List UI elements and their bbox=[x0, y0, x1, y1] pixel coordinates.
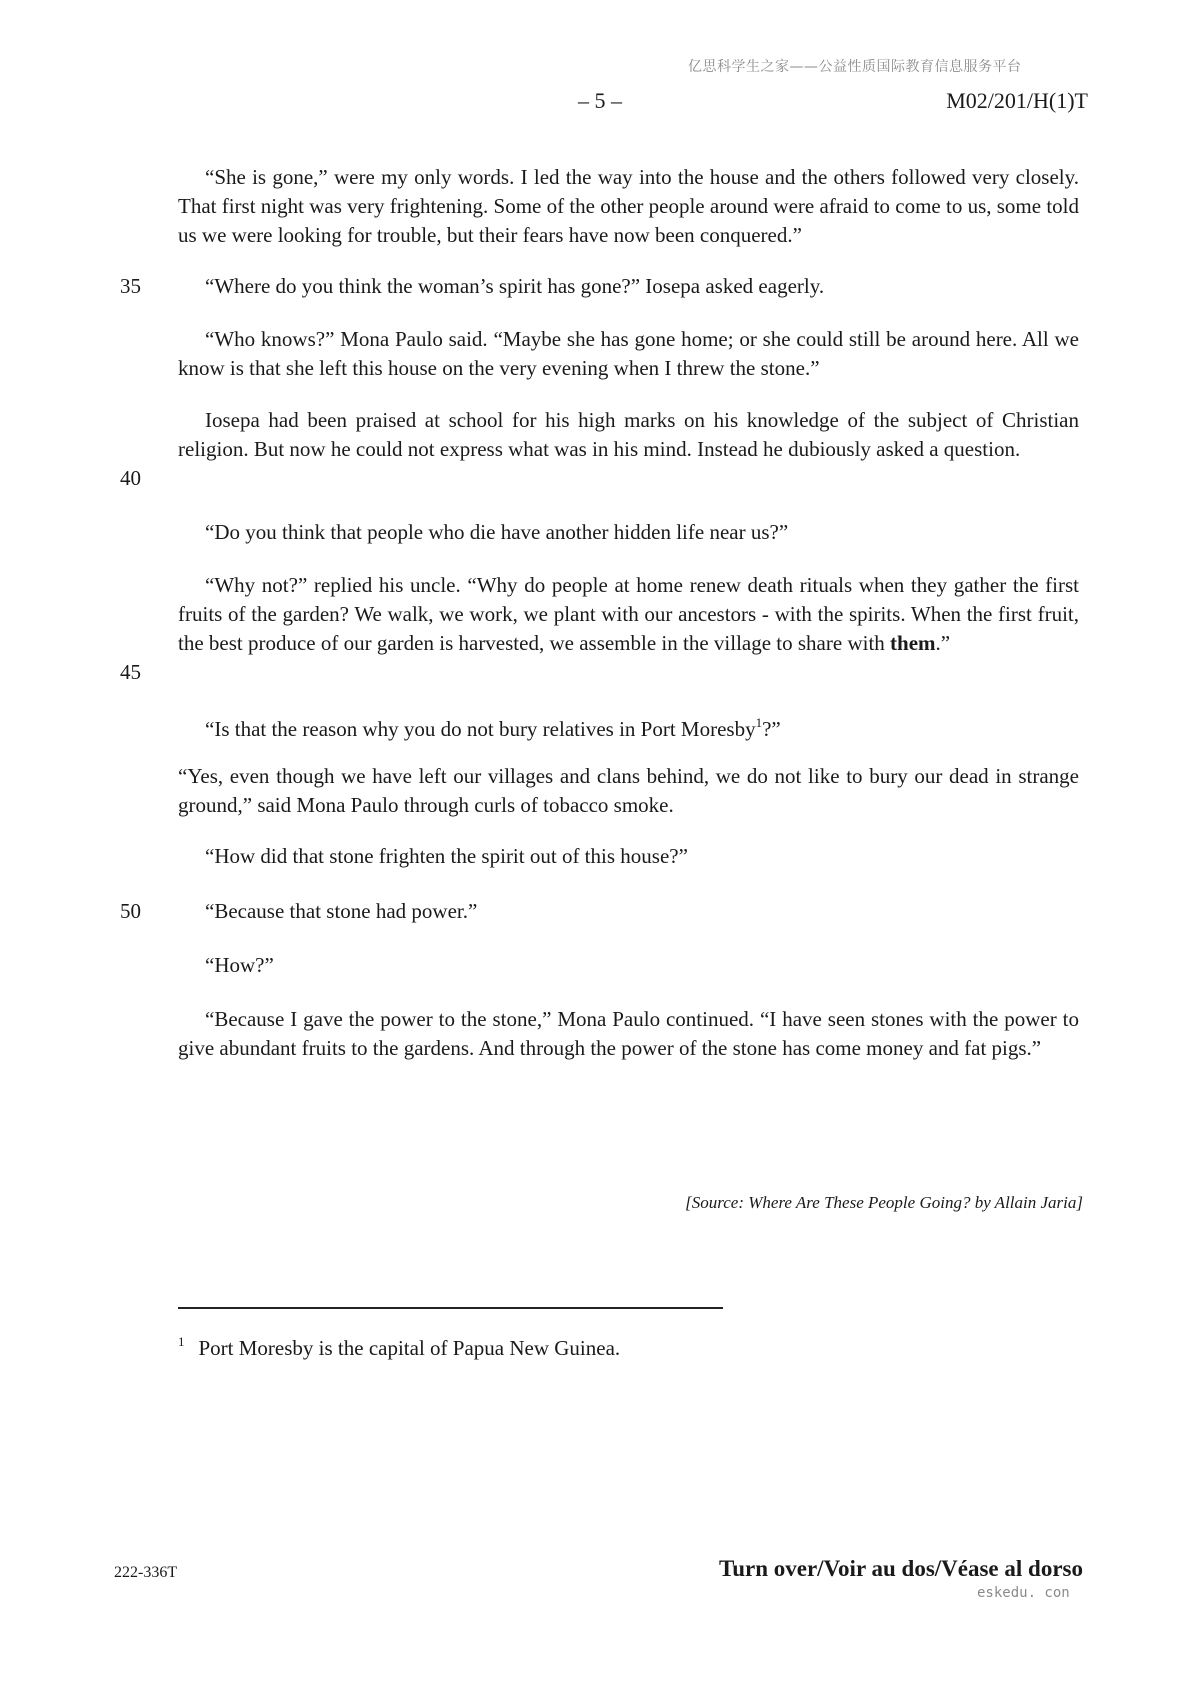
footnote-text: Port Moresby is the capital of Papua New Guinea. bbox=[198, 1336, 621, 1360]
paragraph-8: “Yes, even though we have left our villages and clans behind, we do not like to bury our dead in strange ground,” said Mona Paulo through curls of tobacco smoke. bbox=[178, 764, 1079, 817]
paragraph-3: “Who knows?” Mona Paulo said. “Maybe she has gone home; or she could still be around here. All we know is that she left this house on the very evening when I threw the stone.” bbox=[178, 327, 1079, 380]
footnote bbox=[178, 1327, 620, 1363]
paragraph-6-bold: them bbox=[890, 631, 936, 655]
paragraph-6 bbox=[178, 571, 1079, 658]
paragraph-5: “Do you think that people who die have another hidden life near us?” bbox=[205, 520, 789, 544]
paragraph-7 bbox=[178, 708, 1079, 744]
header-watermark: 亿思科学生之家——公益性质国际教育信息服务平台 bbox=[688, 59, 1022, 75]
footnote-reference: 1 bbox=[755, 715, 763, 730]
paragraph-11: “How?” bbox=[205, 953, 274, 977]
footnote-divider bbox=[178, 1307, 723, 1309]
source-citation: [Source: Where Are These People Going? by Allain Jaria] bbox=[685, 1193, 1083, 1212]
paragraph-2: “Where do you think the woman’s spirit has gone?” Iosepa asked eagerly. bbox=[205, 274, 825, 298]
line-number-45: 45 bbox=[120, 660, 141, 684]
line-number-35: 35 bbox=[120, 274, 141, 298]
footnote-marker: 1 bbox=[178, 1334, 185, 1349]
paragraph-9: “How did that stone frighten the spirit out of this house?” bbox=[205, 844, 688, 868]
line-number-40: 40 bbox=[120, 466, 141, 490]
paragraph-12: “Because I gave the power to the stone,” Mona Paulo continued. “I have seen stones with the power to give abundant fruits to the gardens. And through the power of the stone has come money and fat pigs.” bbox=[178, 1007, 1079, 1060]
paragraph-1: “She is gone,” were my only words. I led the way into the house and the others followed very closely. That first night was very frightening. Some of the other people around were afraid to come to us, some told us we were looking for trouble, but their fears have now been conquered.” bbox=[178, 165, 1080, 247]
paragraph-7-end: ?” bbox=[762, 717, 781, 741]
paragraph-6-end: .” bbox=[935, 631, 951, 655]
footer-watermark: eskedu. con bbox=[977, 1585, 1070, 1601]
turn-over-label: Turn over/Voir au dos/Véase al dorso bbox=[718, 1556, 1083, 1581]
footer-code: 222-336T bbox=[114, 1564, 178, 1581]
page-number: – 5 – bbox=[578, 88, 622, 113]
paragraph-4: Iosepa had been praised at school for his high marks on his knowledge of the subject of Christian religion. But now he could not express what was in his mind. Instead he dubiously asked a question. bbox=[178, 408, 1079, 461]
paragraph-10: “Because that stone had power.” bbox=[205, 899, 478, 923]
paragraph-7-text: “Is that the reason why you do not bury relatives in Port Moresby bbox=[205, 717, 756, 741]
line-number-50: 50 bbox=[120, 899, 141, 923]
paragraph-6-text: “Why not?” replied his uncle. “Why do people at home renew death rituals when they gather the first fruits of the garden? We walk, we work, we plant with our ancestors - with the spirits. When the first fruit, the best produce of our garden is harvested, we assemble in the village to share with bbox=[178, 573, 1079, 655]
document-code: M02/201/H(1)T bbox=[946, 88, 1088, 113]
